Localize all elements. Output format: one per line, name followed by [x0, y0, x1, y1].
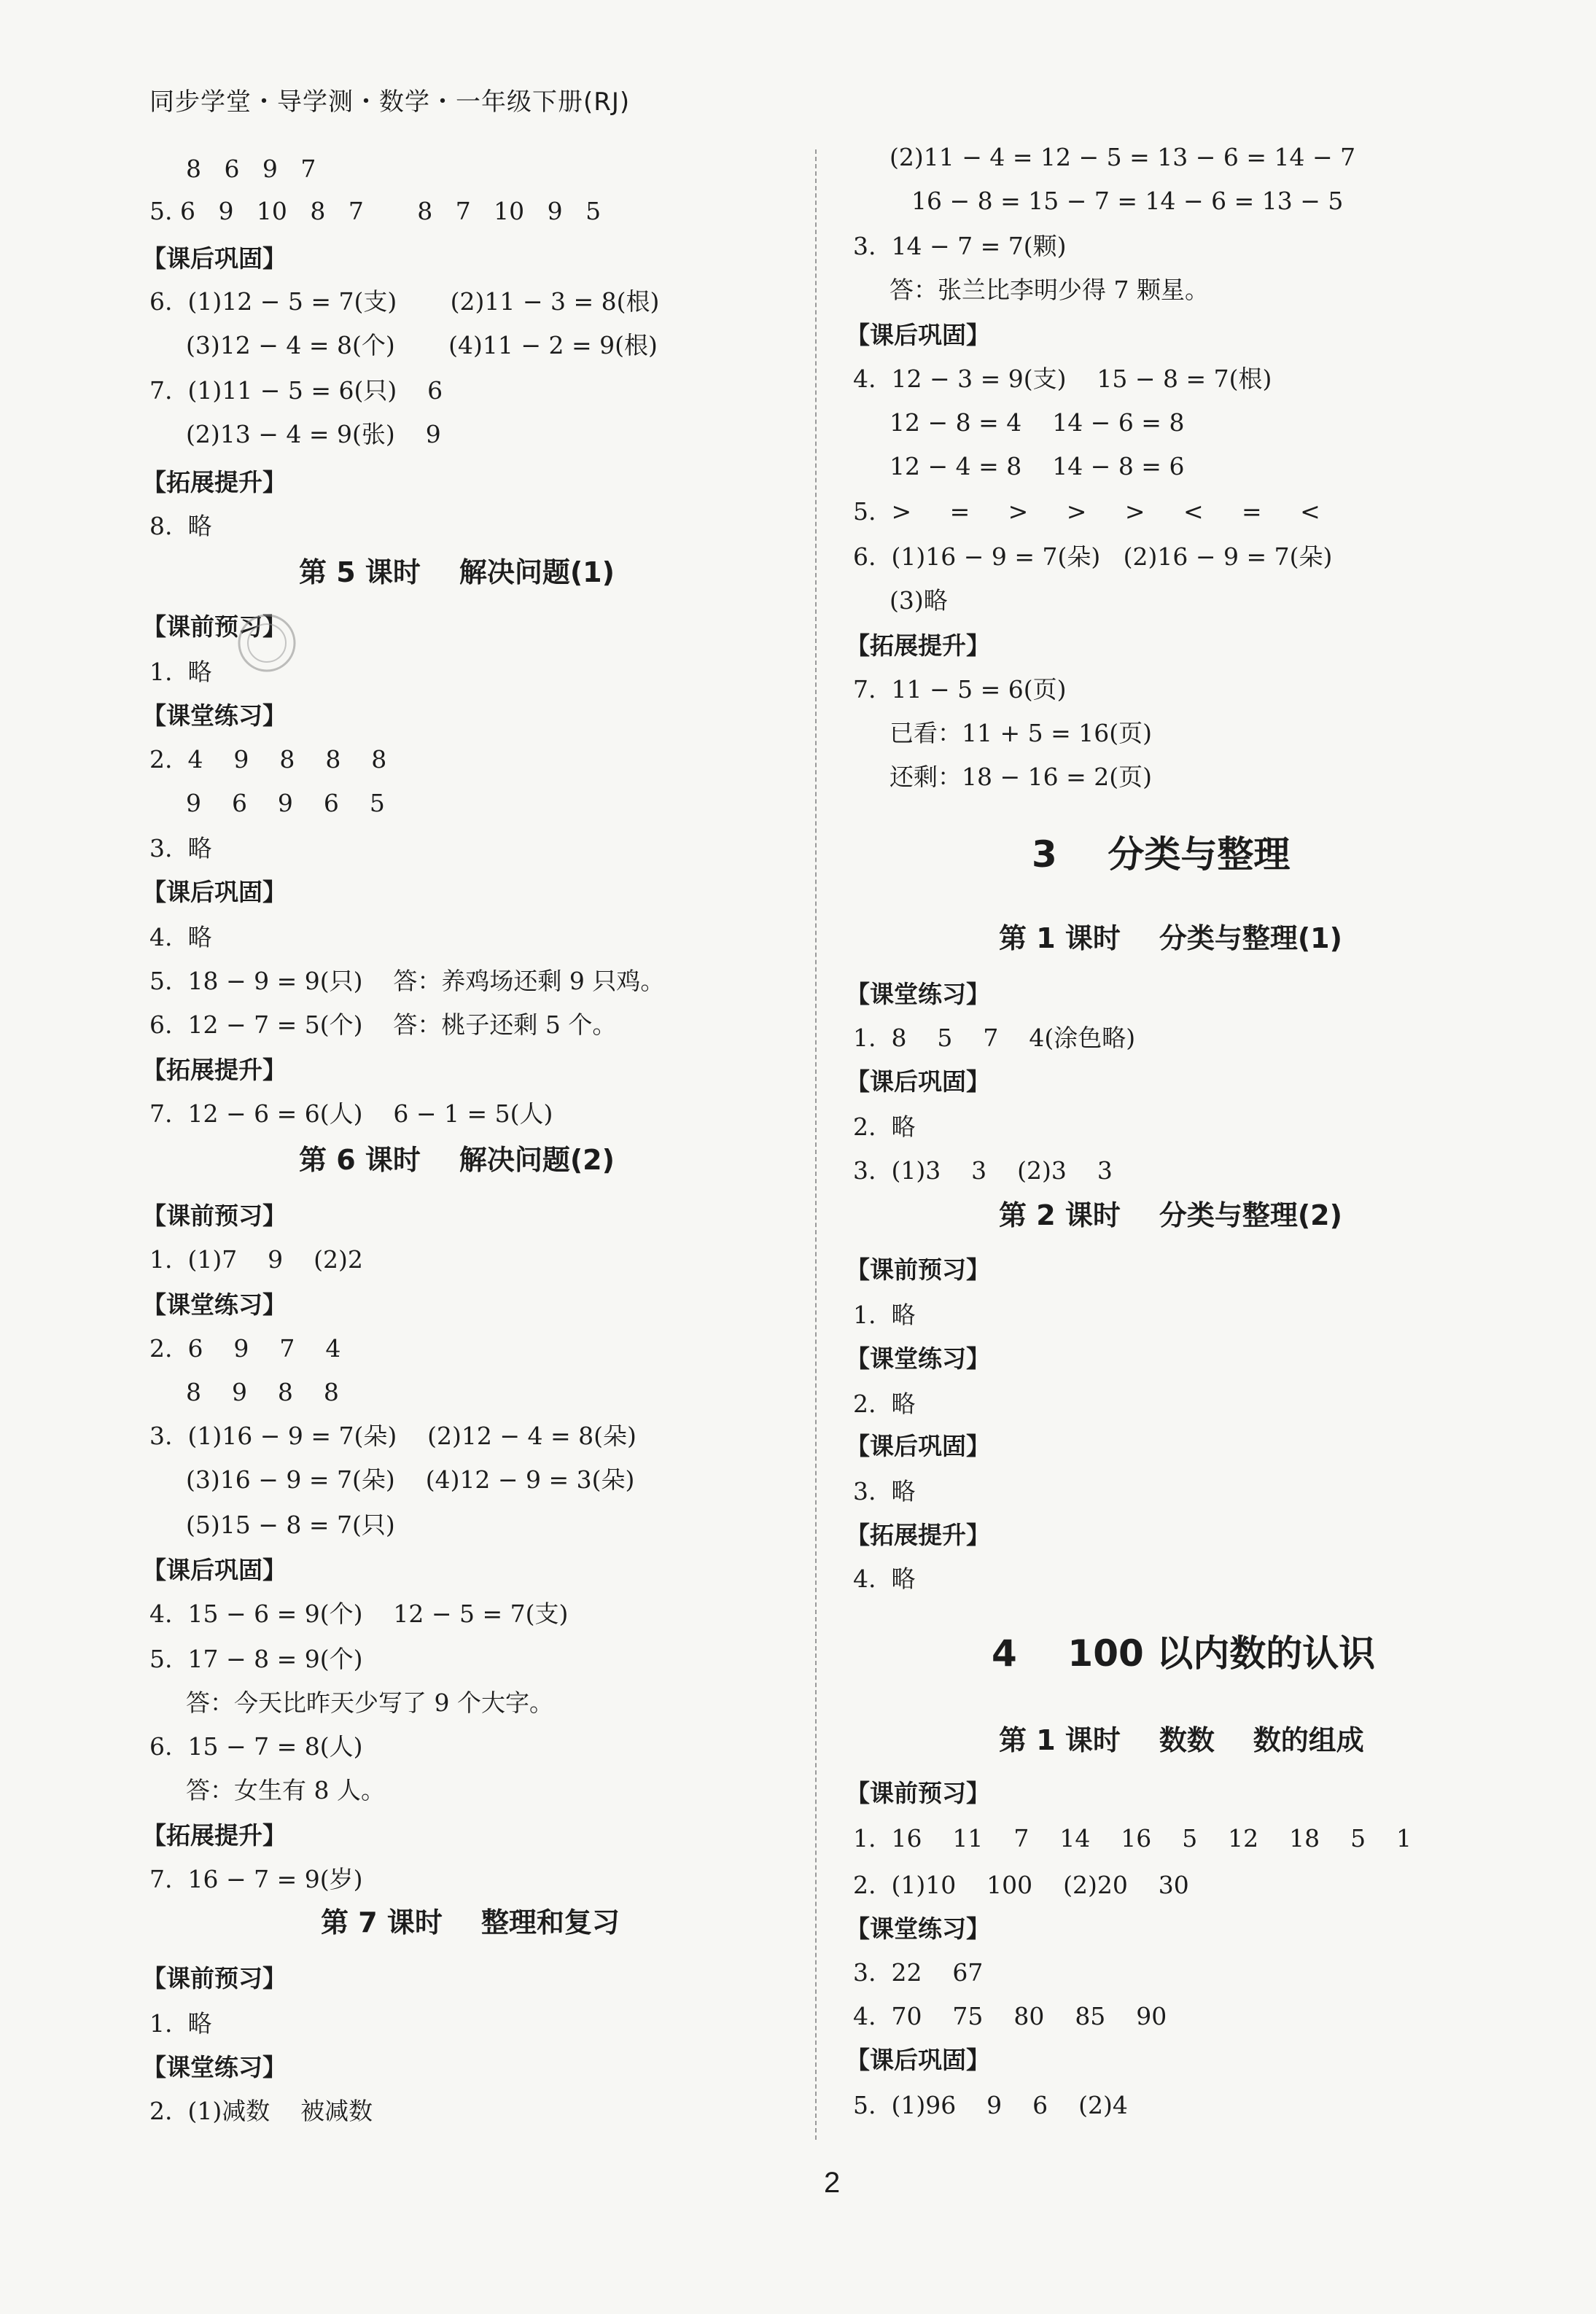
lesson-title: 第 2 课时 分类与整理(2) [999, 1199, 1342, 1231]
section-heading: 【拓展提升】 [846, 631, 990, 660]
lesson-title: 第 5 课时 解决问题(1) [299, 556, 615, 588]
answer-line: 1. 略 [853, 1301, 916, 1329]
section-heading: 【课前预习】 [846, 1779, 990, 1807]
section-heading: 【课堂练习】 [142, 2053, 287, 2081]
answer-line: 8 6 9 7 [186, 155, 316, 183]
section-heading: 【课后巩固】 [846, 1067, 990, 1096]
column-divider [815, 149, 817, 2140]
section-heading: 【课前预习】 [142, 1201, 287, 1230]
answer-line: 7. (1)11 − 5 = 6(只) 6 [149, 376, 443, 405]
answer-line: (3)12 − 4 = 8(个) (4)11 − 2 = 9(根) [186, 331, 658, 359]
answer-line: 2. 略 [853, 1113, 916, 1141]
section-heading: 【课后巩固】 [846, 1432, 990, 1460]
answer-line: (2)11 − 4 = 12 − 5 = 13 − 6 = 14 − 7 [890, 143, 1356, 171]
section-heading: 【课堂练习】 [846, 1914, 990, 1943]
answer-line: 2. (1)10 100 (2)20 30 [853, 1871, 1189, 1899]
section-heading: 【拓展提升】 [846, 1521, 990, 1549]
answer-line: 6. 15 − 7 = 8(人) [149, 1732, 363, 1761]
section-heading: 【拓展提升】 [142, 468, 287, 496]
answer-line: 6. 12 − 7 = 5(个) 答：桃子还剩 5 个。 [149, 1010, 617, 1039]
section-heading: 【课堂练习】 [846, 980, 990, 1008]
answer-line: 3. 22 67 [853, 1958, 984, 1987]
answer-line: 1. (1)7 9 (2)2 [149, 1245, 363, 1274]
answer-line: 5. (1)96 9 6 (2)4 [853, 2091, 1128, 2119]
section-heading: 【课堂练习】 [142, 701, 287, 730]
answer-line: 2. 6 9 7 4 [149, 1334, 341, 1363]
answer-line: 7. 12 − 6 = 6(人) 6 − 1 = 5(人) [149, 1099, 553, 1128]
answer-line: 答：今天比昨天少写了 9 个大字。 [186, 1688, 553, 1717]
answer-line: 1. 8 5 7 4(涂色略) [853, 1024, 1136, 1052]
answer-line: (2)13 − 4 = 9(张) 9 [186, 420, 441, 448]
answer-line: 4. 略 [149, 923, 212, 951]
answer-line: 5. 6 9 10 8 7 8 7 10 9 5 [149, 197, 602, 225]
answer-line: 2. 略 [853, 1390, 916, 1418]
book-header: 同步学堂・导学测・数学・一年级下册(RJ) [149, 87, 631, 117]
answer-line: 12 − 8 = 4 14 − 6 = 8 [890, 408, 1185, 437]
answer-line: 8 9 8 8 [186, 1378, 339, 1406]
answer-line: (5)15 − 8 = 7(只) [186, 1511, 395, 1539]
answer-line: 2. (1)减数 被减数 [149, 2097, 373, 2125]
answer-line: 4. 略 [853, 1565, 916, 1593]
section-heading: 【课后巩固】 [846, 2046, 990, 2074]
section-heading: 【课前预习】 [142, 612, 287, 641]
answer-line: 5. > = > > > < = < [853, 497, 1320, 526]
answer-line: 16 − 8 = 15 − 7 = 14 − 6 = 13 − 5 [911, 187, 1344, 215]
answer-line: (3)16 − 9 = 7(朵) (4)12 − 9 = 3(朵) [186, 1465, 635, 1494]
section-heading: 【拓展提升】 [142, 1821, 287, 1850]
chapter-title: 4 100 以内数的认识 [992, 1632, 1376, 1675]
section-heading: 【课堂练习】 [142, 1290, 287, 1319]
answer-line: 3. 14 − 7 = 7(颗) [853, 232, 1067, 260]
section-heading: 【课后巩固】 [142, 878, 287, 906]
answer-line: 9 6 9 6 5 [186, 789, 385, 817]
answer-line: 8. 略 [149, 512, 212, 540]
answer-line: 3. (1)16 − 9 = 7(朵) (2)12 − 4 = 8(朵) [149, 1422, 637, 1450]
answer-line: (3)略 [890, 586, 948, 615]
answer-line: 1. 略 [149, 2009, 212, 2038]
answer-line: 5. 17 − 8 = 9(个) [149, 1645, 363, 1673]
answer-line: 3. (1)3 3 (2)3 3 [853, 1156, 1113, 1185]
lesson-title: 第 1 课时 数数 数的组成 [999, 1724, 1364, 1756]
section-heading: 【课后巩固】 [142, 1556, 287, 1584]
lesson-title: 第 7 课时 整理和复习 [321, 1906, 620, 1939]
answer-line: 1. 略 [149, 658, 212, 686]
answer-line: 还剩：18 − 16 = 2(页) [890, 763, 1152, 791]
answer-line: 6. (1)16 − 9 = 7(朵) (2)16 − 9 = 7(朵) [853, 542, 1333, 571]
answer-line: 2. 4 9 8 8 8 [149, 745, 387, 774]
section-heading: 【课堂练习】 [846, 1344, 990, 1373]
section-heading: 【课前预习】 [142, 1964, 287, 1992]
answer-line: 3. 略 [853, 1477, 916, 1505]
section-heading: 【拓展提升】 [142, 1056, 287, 1084]
lesson-title: 第 6 课时 解决问题(2) [299, 1144, 615, 1176]
answer-line: 1. 16 11 7 14 16 5 12 18 5 1 [853, 1824, 1412, 1853]
answer-line: 7. 11 − 5 = 6(页) [853, 675, 1067, 704]
chapter-title: 3 分类与整理 [1032, 833, 1291, 876]
section-heading: 【课后巩固】 [846, 321, 990, 349]
answer-line: 答：张兰比李明少得 7 颗星。 [890, 276, 1209, 304]
watermark-stamp-icon [235, 611, 299, 675]
answer-line: 5. 18 − 9 = 9(只) 答：养鸡场还剩 9 只鸡。 [149, 967, 665, 995]
section-heading: 【课前预习】 [846, 1255, 990, 1284]
answer-line: 4. 12 − 3 = 9(支) 15 − 8 = 7(根) [853, 365, 1272, 393]
lesson-title: 第 1 课时 分类与整理(1) [999, 922, 1342, 954]
section-heading: 【课后巩固】 [142, 244, 287, 273]
page-number: 2 [824, 2167, 841, 2199]
answer-line: 3. 略 [149, 834, 212, 862]
answer-line: 4. 15 − 6 = 9(个) 12 − 5 = 7(支) [149, 1600, 569, 1628]
answer-line: 4. 70 75 80 85 90 [853, 2002, 1167, 2030]
answer-line: 12 − 4 = 8 14 − 8 = 6 [890, 452, 1185, 480]
answer-line: 7. 16 − 7 = 9(岁) [149, 1865, 363, 1893]
answer-line: 已看：11 + 5 = 16(页) [890, 719, 1152, 747]
answer-line: 答：女生有 8 人。 [186, 1776, 385, 1804]
answer-line: 6. (1)12 − 5 = 7(支) (2)11 − 3 = 8(根) [149, 287, 660, 316]
